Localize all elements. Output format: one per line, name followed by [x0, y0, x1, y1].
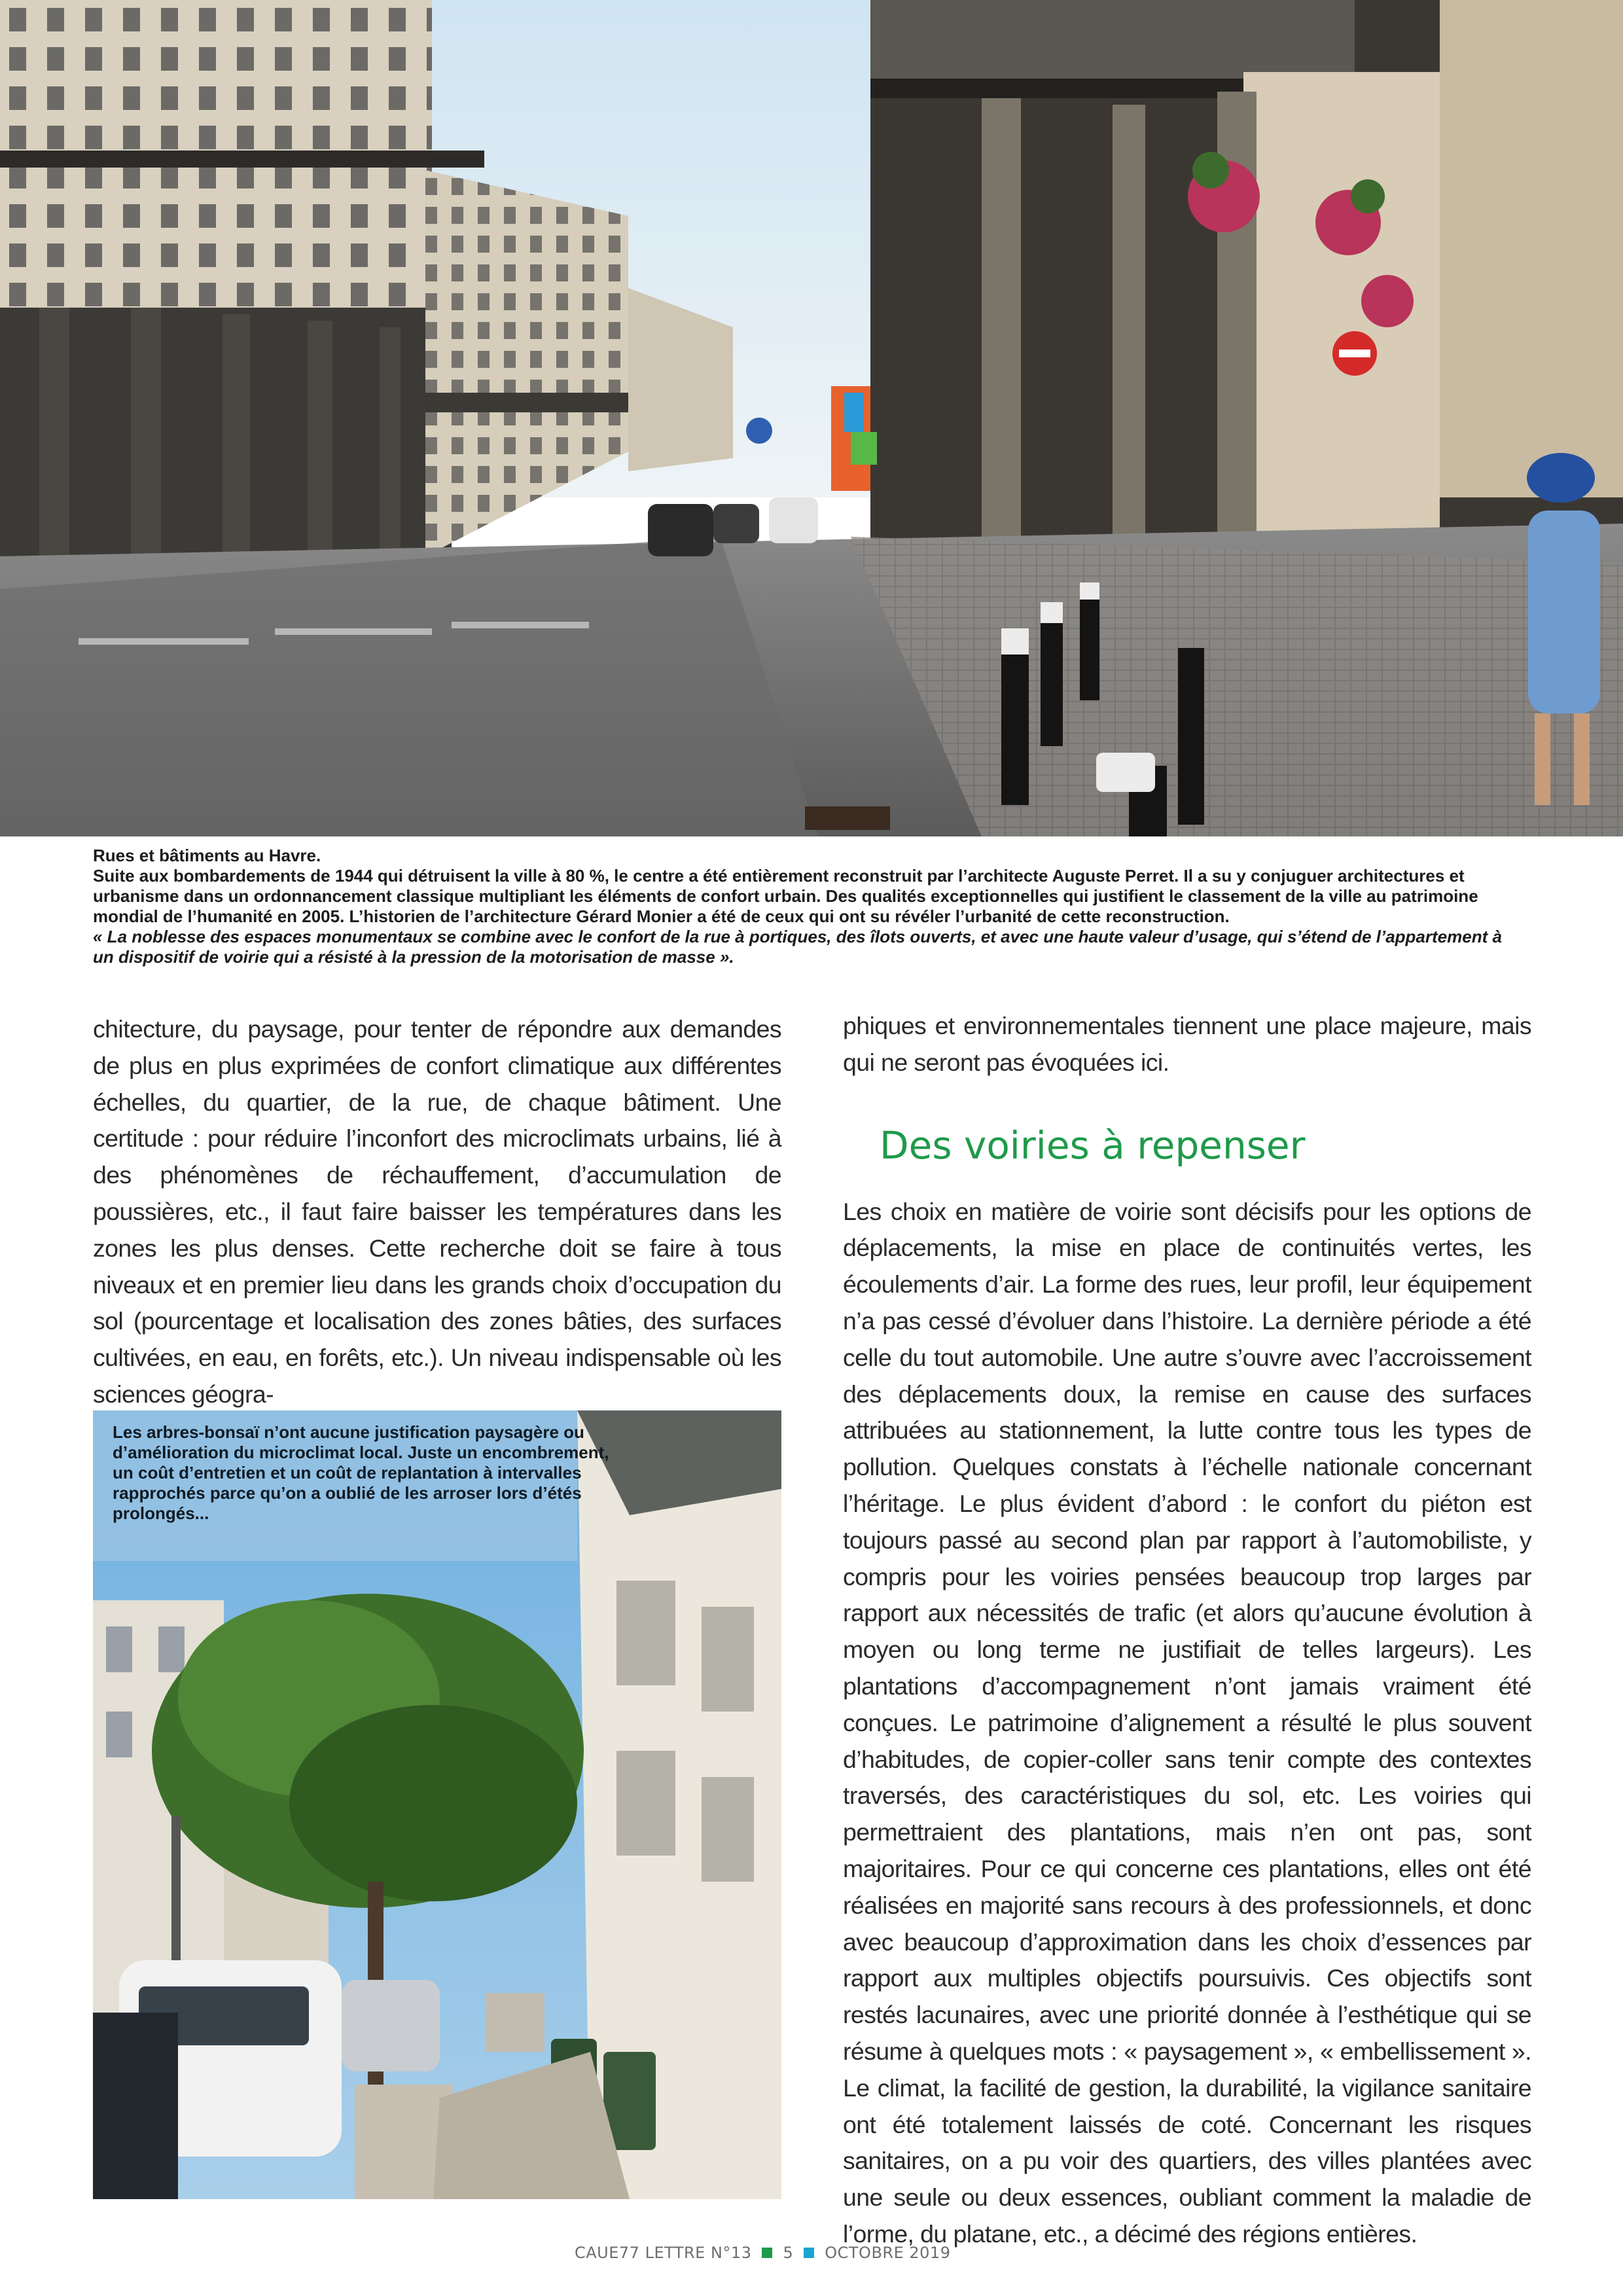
page-footer	[575, 2244, 950, 2262]
page-number: 5	[783, 2244, 794, 2262]
bonsai-tree-photo	[93, 1410, 781, 2199]
publication-date: OCTOBRE 2019	[825, 2244, 951, 2262]
green-square-icon	[762, 2248, 772, 2258]
blue-square-icon	[804, 2248, 814, 2258]
left-column	[93, 1011, 781, 1413]
section-heading: Des voiries à repenser	[880, 1122, 1306, 1168]
photo2-caption: Les arbres-bonsaï n’ont aucune justification paysagère ou d’amélioration du microclimat local. Juste un encombrement, un coût d’entretien et un coût de replantation à intervalles rapprochés parce qu’on a oublié de les arroser lors d’étés prolongés...	[113, 1422, 609, 1523]
right-intro: phiques et environnementales tiennent une place majeure, mais qui ne seront pas évoquées ici.	[843, 1012, 1531, 1076]
right-paragraph: Les choix en matière de voirie sont décisifs pour les options de déplacements, la mise en place de continuités vertes, les écoulements d’air. La forme des rues, leur profil, leur équipement n’a pas cessé d’évoluer dans l’histoire. La dernière période a été celle du tout automobile. Une autre s’ouvre avec l’accroissement des déplacements doux, la remise en cause des surfaces attribuées au stationnement, la lutte contre tous les types de pollution. Quelques constats à l’échelle nationale concernant l’héritage. Le plus évident d’abord : le confort du piéton est toujours passé au second plan par rapport à l’automobiliste, y compris pour les voiries pensées beaucoup trop larges par rapport aux nécessités de trafic (et alors qu’aucune évolution à moyen ou long terme ne justifiait de telles largeurs). Les plantations d’accompagnement n’ont jamais vraiment été conçues. Le patrimoine d’alignement a résulté le plus souvent d’habitudes, de copier-coller sans tenir compte des contextes traversés, des caractéristiques du sol, etc. Les voiries qui permettraient des plantations, mais n’en ont pas, sont majoritaires. Pour ce qui concerne ces plantations, elles ont été réalisées en majorité sans recours à des professionnels, et donc avec beaucoup d’approximation dans les choix d’essences par rapport aux multiples objectifs poursuivis. Ces objectifs sont restés lacunaires, avec une priorité donnée à l’esthétique qui se résume à quelques mots : « paysagement », « embellissement ». Le climat, la facilité de gestion, la durabilité, la vigilance sanitaire ont été totalement laissés de coté. Concernant les risques sanitaires, on a pu voir des quartiers, des villes plantées avec une seule ou deux essences, oubliant comment la maladie de l’orme, du platane, etc., a décimé des régions entières.	[843, 1197, 1531, 2248]
photo-caption	[93, 846, 1520, 967]
caption-title: Rues et bâtiments au Havre.	[93, 846, 321, 865]
tree-photo-icon	[93, 1410, 781, 2199]
left-paragraph: chitecture, du paysage, pour tenter de répondre aux demandes de plus en plus exprimées de confort climatique aux différentes échelles, du quartier, de la rue, de chaque bâtiment. Une certitude : pour réduire l’inconfort des microclimats urbains, lié à des phénomènes de réchauffement, d’accumulation de poussières, etc., il faut faire baisser les températures dans les zones les plus denses. Cette recherche doit se faire à tous niveaux et en premier lieu dans les grands choix d’occupation du sol (pourcentage et localisation des zones bâties, des surfaces cultivées, en eau, en forêts, etc.). Un niveau indispensable où les sciences géogra-	[93, 1015, 781, 1408]
hero-photo	[0, 0, 1623, 836]
caption-body: Suite aux bombardements de 1944 qui détruisent la ville à 80 %, le centre a été entièrement reconstruit par l’architecte Auguste Perret. Il a su y conjuguer architectures et urbanisme dans un ordonnancement classique multipliant les éléments de confort urbain. Des qualités exceptionnelles qui justifient le classement de la ville au patrimoine mondial de l’humanité en 2005. L’historien de l’architecture Gérard Monier a été de ceux qui ont su révéler l’urbanité de cette reconstruction.	[93, 866, 1478, 926]
caption-quote: « La noblesse des espaces monumentaux se combine avec le confort de la rue à portiques, des îlots ouverts, et avec une haute valeur d’usage, qui s’étend de l’appartement à un dispositif de voirie qui a résisté à la pression de la motorisation de masse ».	[93, 927, 1502, 967]
right-column	[843, 1008, 1531, 2253]
street-photo-icon	[0, 0, 1623, 836]
publication-name: CAUE77 LETTRE N°13	[575, 2244, 752, 2262]
